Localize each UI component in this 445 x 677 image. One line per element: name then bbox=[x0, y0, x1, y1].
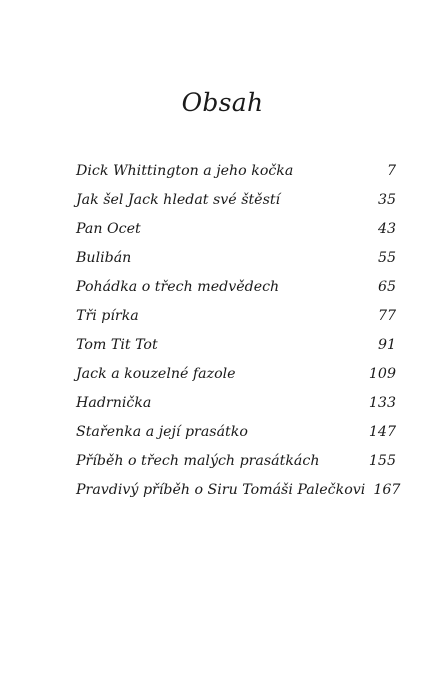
toc-entry-page-number: 133 bbox=[368, 395, 396, 411]
toc-entry bbox=[76, 447, 396, 476]
toc-entry-title: Pan Ocet bbox=[76, 221, 141, 237]
toc-entry-title: Jack a kouzelné fazole bbox=[76, 366, 236, 382]
toc-entry bbox=[76, 331, 396, 360]
toc-entry-title: Dick Whittington a jeho kočka bbox=[76, 163, 294, 179]
toc-entry-page-number: 91 bbox=[377, 337, 396, 353]
toc-entry-title: Tři pírka bbox=[76, 308, 139, 324]
toc-entry-title: Jak šel Jack hledat své štěstí bbox=[76, 192, 281, 208]
toc-entry-page-number: 7 bbox=[386, 163, 396, 179]
toc-entry-title: Bulibán bbox=[76, 250, 132, 266]
toc-entry-page-number: 167 bbox=[373, 482, 401, 498]
toc-entry bbox=[76, 360, 396, 389]
toc-entry-page-number: 35 bbox=[377, 192, 396, 208]
toc-entry bbox=[76, 389, 396, 418]
toc-entry-page-number: 147 bbox=[368, 424, 396, 440]
toc-entry-title: Pravdivý příběh o Siru Tomáši Palečkovi bbox=[76, 482, 366, 498]
toc-entry-title: Tom Tit Tot bbox=[76, 337, 158, 353]
toc-entry-page-number: 155 bbox=[368, 453, 396, 469]
toc-entry-title: Stařenka a její prasátko bbox=[76, 424, 248, 440]
toc-entry bbox=[76, 418, 396, 447]
toc-entry-page-number: 77 bbox=[377, 308, 396, 324]
toc-entry bbox=[76, 273, 396, 302]
toc-entry bbox=[76, 215, 396, 244]
toc-entry bbox=[76, 476, 401, 505]
toc-entry-title: Příběh o třech malých prasátkách bbox=[76, 453, 320, 469]
toc-entry bbox=[76, 302, 396, 331]
contents-heading: Obsah bbox=[181, 88, 264, 117]
toc-entry-title: Pohádka o třech medvědech bbox=[76, 279, 280, 295]
toc-entry-page-number: 109 bbox=[368, 366, 396, 382]
toc-entry-page-number: 43 bbox=[377, 221, 396, 237]
toc-entry-title: Hadrnička bbox=[76, 395, 152, 411]
toc-entry-page-number: 65 bbox=[377, 279, 396, 295]
toc-entry bbox=[76, 186, 396, 215]
table-of-contents bbox=[76, 157, 401, 505]
toc-entry-page-number: 55 bbox=[377, 250, 396, 266]
toc-entry bbox=[76, 157, 396, 186]
toc-entry bbox=[76, 244, 396, 273]
